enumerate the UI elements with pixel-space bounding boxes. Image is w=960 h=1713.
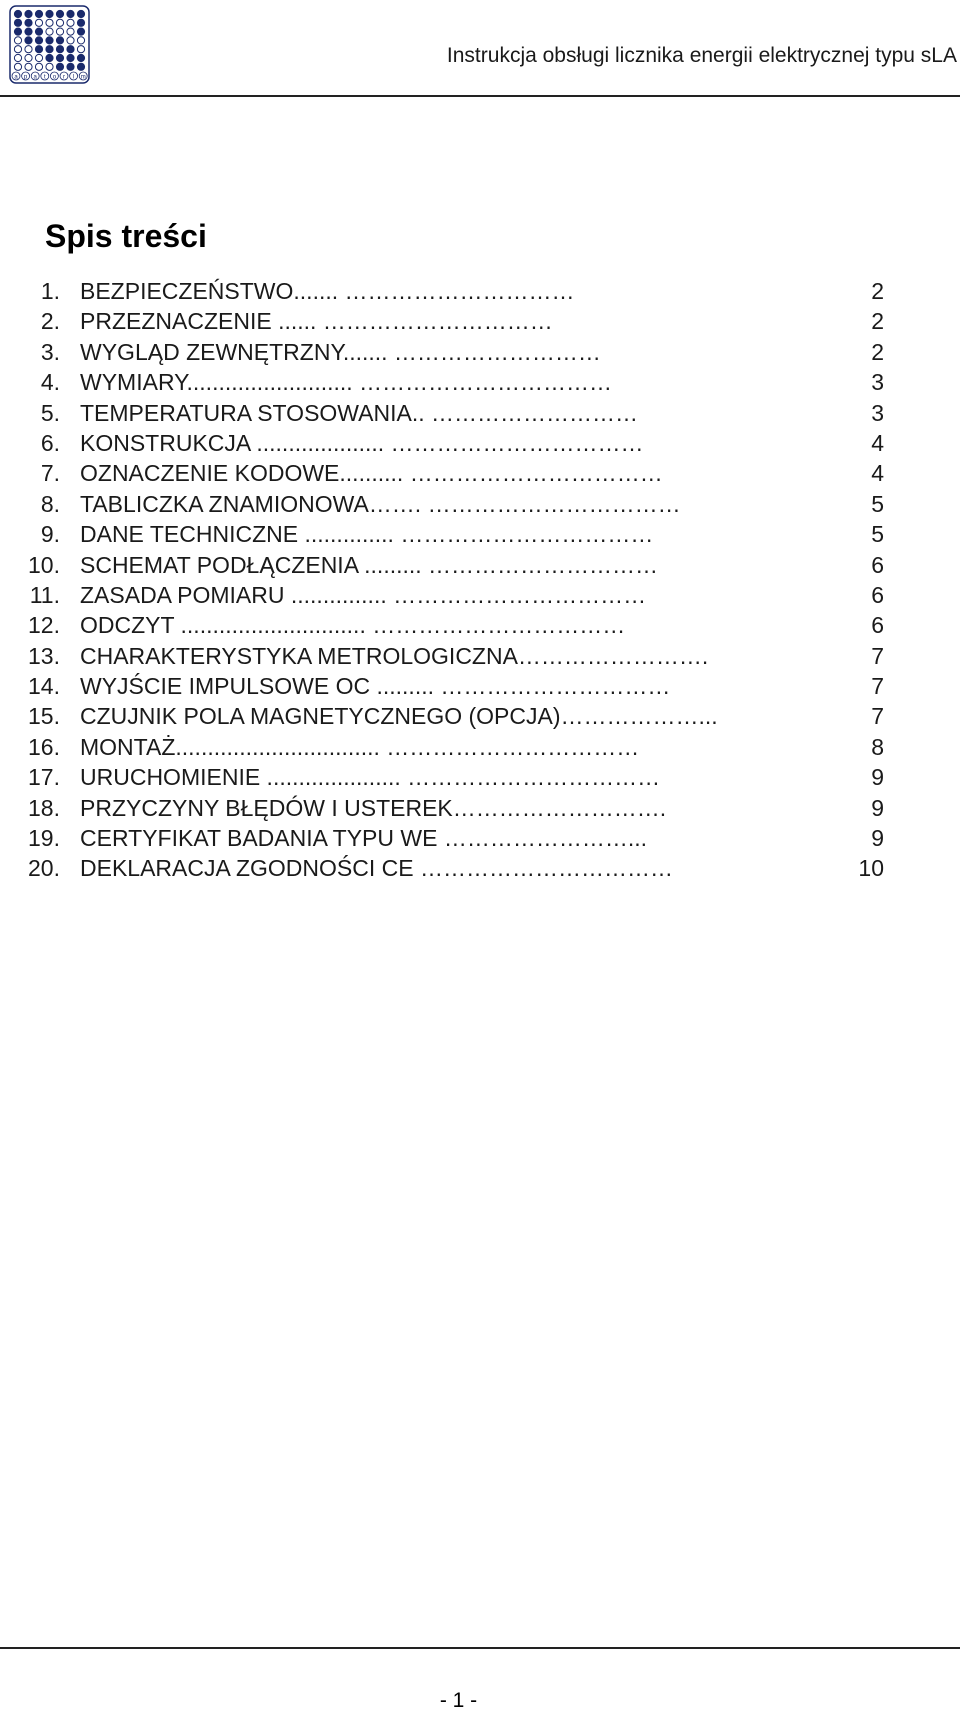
toc-entry-number: 8. (40, 490, 60, 517)
toc-entry-page: 6 (871, 612, 884, 639)
toc-entry-title: WYJŚCIE IMPULSOWE OC ......... ………………………… (80, 673, 671, 700)
toc-entry-number: 15. (28, 703, 60, 730)
toc-entry-number: 7. (40, 460, 60, 487)
toc-entry-title: CERTYFIKAT BADANIA TYPU WE ……………………... (80, 825, 647, 852)
toc-entry-title: CZUJNIK POLA MAGNETYCZNEGO (OPCJA)………………... (80, 703, 718, 730)
toc-entry-number: 10. (28, 551, 60, 578)
toc-entry-title: TEMPERATURA STOSOWANIA.. ……………………… (80, 399, 639, 426)
toc-entry-title: PRZEZNACZENIE ...... ………………………… (80, 308, 553, 335)
toc-entry-page: 7 (871, 703, 884, 730)
svg-text:o: o (52, 74, 57, 81)
toc-entry-title: URUCHOMIENIE ..................... …………………………… (80, 764, 661, 791)
toc-entry-page: 2 (871, 278, 884, 304)
toc-entry[interactable] (0, 610, 960, 640)
toc-entry[interactable] (0, 398, 960, 428)
toc-entry-title: ODCZYT ............................. …………………………… (80, 612, 626, 639)
toc-entry-page: 3 (871, 369, 884, 396)
toc-entry-number: 14. (28, 673, 60, 700)
toc-entry-number: 4. (40, 369, 60, 396)
toc-entry-page: 7 (871, 642, 884, 669)
svg-text:a: a (14, 74, 18, 81)
svg-text:l: l (72, 74, 75, 81)
company-logo-icon (9, 5, 90, 84)
toc-entry[interactable] (0, 550, 960, 580)
toc-entry-number: 20. (28, 855, 60, 882)
toc-entry-number: 13. (28, 642, 60, 669)
toc-entry[interactable] (0, 793, 960, 823)
toc-entry[interactable] (0, 732, 960, 762)
toc-entry-title: TABLICZKA ZNAMIONOWA……. …………………………… (80, 490, 681, 517)
toc-entry-number: 16. (28, 733, 60, 760)
svg-text:p: p (23, 74, 28, 81)
toc-entry-page: 3 (871, 399, 884, 426)
toc-entry-number: 17. (28, 764, 60, 791)
svg-text:a: a (33, 74, 37, 81)
toc-entry[interactable] (0, 762, 960, 792)
svg-text:r: r (63, 74, 65, 81)
toc-entry-number: 6. (40, 429, 60, 456)
toc-entry[interactable] (0, 489, 960, 519)
toc-entry-title: BEZPIECZEŃSTWO....... ………………………… (80, 278, 575, 304)
toc-entry[interactable] (0, 641, 960, 671)
toc-entry[interactable] (0, 337, 960, 367)
toc-heading: Spis treści (45, 218, 207, 254)
toc-entry-page: 9 (871, 825, 884, 852)
toc-entry[interactable] (0, 367, 960, 397)
toc-entry-page: 6 (871, 581, 884, 608)
footer-divider (0, 1647, 960, 1649)
toc-entry[interactable] (0, 276, 960, 306)
toc-entry-title: DANE TECHNICZNE .............. …………………………… (80, 521, 654, 548)
page-number: - 1 - (439, 1689, 478, 1712)
toc-entry-number: 5. (40, 399, 60, 426)
header-divider (0, 95, 960, 97)
toc-entry-page: 9 (871, 794, 884, 821)
toc-entry-title: WYMIARY.......................... …………………………… (80, 369, 613, 396)
toc-entry[interactable] (0, 519, 960, 549)
toc-entry-title: WYGLĄD ZEWNĘTRZNY....... ……………………… (80, 338, 601, 365)
toc-entry-page: 8 (871, 733, 884, 760)
toc-entry[interactable] (0, 580, 960, 610)
toc-entry-title: KONSTRUKCJA .................... …………………………… (80, 429, 644, 456)
svg-text:t: t (43, 74, 46, 81)
toc-entry-number: 9. (40, 521, 60, 548)
toc-entry-title: PRZYCZYNY BŁĘDÓW I USTEREK………………………. (80, 794, 667, 821)
toc-entry[interactable] (0, 701, 960, 731)
toc-entry-page: 9 (871, 764, 884, 791)
toc-entry-page: 4 (871, 460, 884, 487)
toc-entry-page: 7 (871, 673, 884, 700)
toc-entry-number: 2. (40, 308, 60, 335)
toc-entry[interactable] (0, 823, 960, 853)
toc-entry-page: 10 (858, 855, 884, 882)
toc-entry-page: 5 (871, 490, 884, 517)
toc-entry-number: 3. (40, 338, 60, 365)
toc-entry[interactable] (0, 428, 960, 458)
toc-entry-number: 1. (40, 278, 60, 304)
toc-entry-page: 5 (871, 521, 884, 548)
toc-entry-number: 18. (28, 794, 60, 821)
toc-entry[interactable] (0, 306, 960, 336)
toc-entry-title: DEKLARACJA ZGODNOŚCI CE …………………………… (80, 855, 673, 882)
toc-entry-title: SCHEMAT PODŁĄCZENIA ......... ………………………… (80, 551, 659, 578)
toc-list (0, 276, 960, 884)
document-title: Instrukcja obsługi licznika energii elektrycznej typu sLA (446, 44, 957, 67)
toc-entry-number: 12. (28, 612, 60, 639)
toc-entry-title: MONTAŻ................................ …………………………… (80, 733, 640, 760)
toc-entry-title: CHARAKTERYSTYKA METROLOGICZNA……………………. (80, 642, 709, 669)
toc-entry-page: 4 (871, 429, 884, 456)
toc-entry[interactable] (0, 853, 960, 883)
toc-entry[interactable] (0, 458, 960, 488)
toc-entry-number: 19. (28, 825, 60, 852)
toc-entry-page: 6 (871, 551, 884, 578)
toc-entry-page: 2 (871, 308, 884, 335)
toc-entry[interactable] (0, 671, 960, 701)
toc-entry-title: ZASADA POMIARU ............... …………………………… (80, 581, 647, 608)
svg-text:m: m (80, 74, 86, 81)
toc-entry-title: OZNACZENIE KODOWE.......... …………………………… (80, 460, 663, 487)
toc-entry-page: 2 (871, 338, 884, 365)
toc-entry-number: 11. (29, 581, 60, 608)
